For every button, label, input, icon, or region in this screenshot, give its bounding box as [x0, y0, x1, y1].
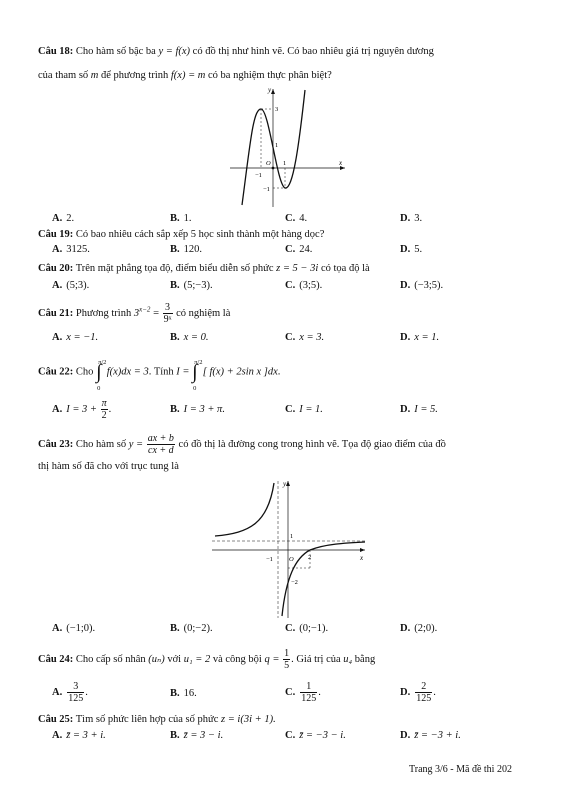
q18-line2: [38, 70, 332, 81]
q25-option-c[interactable]: C. z̄ = −3 − i.: [285, 730, 346, 741]
q19-option-d[interactable]: D. 5.: [400, 244, 423, 255]
y-label: y: [268, 86, 272, 94]
q20-option-d[interactable]: D. (−3;5).: [400, 280, 444, 291]
q21-stem: Câu 21: Phương trình $3^{x-2}$ = $\frac{3}{\text{9ˣ}}$ có nghiệm là: [38, 302, 231, 325]
q22-option-c[interactable]: C. I = 1.: [285, 404, 323, 415]
q25-option-a[interactable]: A. z̄ = 3 + i.: [52, 730, 106, 741]
q18-text: của tham số: [38, 70, 89, 81]
q20-expr: z = 5 − 3i: [276, 263, 319, 274]
q20-stem: [38, 263, 370, 274]
q23-text: Cho hàm số: [75, 438, 127, 450]
integral-symbol-2: ∫ π/2 0: [192, 359, 203, 392]
q18-label: Câu 18:: [38, 46, 74, 57]
q24-option-b[interactable]: B. 16.: [170, 688, 197, 699]
q25-stem: Câu 25: Tìm số phức liên hợp của số phức z = i(3i + 1).: [38, 714, 276, 725]
q22-text: . Tính: [148, 366, 174, 378]
tick-minus1-y: −1: [263, 186, 270, 193]
q18-text: có ba nghiệm thực phân biệt?: [208, 70, 332, 81]
q23-stem: Câu 23: Cho hàm số y = $\frac{ax + b}{cx + d}$ có đồ thị là đường cong trong hình vẽ. Tọa độ giao điểm của đồ: [38, 433, 446, 456]
q18-option-b[interactable]: B. 1.: [170, 213, 192, 224]
q24-label: Câu 24:: [38, 653, 74, 665]
tick-1: 1: [290, 533, 294, 540]
y-axis-arrow: [271, 89, 275, 94]
y-axis-arrow: [286, 481, 290, 486]
q23-option-a[interactable]: A. (−1;0).: [52, 623, 96, 634]
q23-label: Câu 23:: [38, 438, 74, 450]
q21-text: có nghiệm là: [176, 307, 231, 319]
integral-symbol-1: ∫ π/2 0: [96, 359, 107, 392]
q23-option-b[interactable]: B. (0;−2).: [170, 623, 213, 634]
q25-option-b[interactable]: B. z̄ = 3 − i.: [170, 730, 224, 741]
q21-base: 3: [133, 307, 140, 319]
q20-label: Câu 20:: [38, 263, 74, 274]
q18-option-d[interactable]: D. 3.: [400, 213, 423, 224]
q22-option-a[interactable]: A. I = 3 + $\frac{\pi}{2}$ .: [52, 398, 112, 421]
q21-text: Phương trình: [75, 307, 132, 319]
q18-option-c[interactable]: C. 4.: [285, 213, 308, 224]
tick-2: 2: [308, 554, 312, 561]
q19-option-b[interactable]: B. 120.: [170, 244, 203, 255]
q21-option-c[interactable]: C. x = 3.: [285, 332, 325, 343]
x-label: x: [360, 554, 364, 562]
q21-fraction: $\frac{3}{\text{9ˣ}}$: [163, 302, 172, 325]
q23-text: thị hàm số đã cho với trục tung là: [38, 461, 179, 472]
q21-option-d[interactable]: D. x = 1.: [400, 332, 440, 343]
q18-func: y = f(x): [158, 46, 191, 57]
q18-option-a[interactable]: A. 2.: [52, 213, 75, 224]
q18-param: m: [90, 70, 99, 81]
q18-line1: [38, 46, 434, 57]
y-label: y: [283, 480, 287, 488]
origin-label: O: [289, 556, 294, 563]
q20-option-c[interactable]: C. (3;5).: [285, 280, 323, 291]
page-footer: Trang 3/6 - Mã đề thi 202: [409, 764, 512, 775]
q23-text: có đồ thị là đường cong trong hình vẽ. Tọa độ giao điểm của đồ: [178, 438, 446, 450]
q22-text: Cho: [75, 366, 94, 378]
x-label: x: [339, 159, 343, 167]
q22-option-b[interactable]: B. I = 3 + π.: [170, 404, 225, 415]
origin-label: O: [266, 160, 271, 167]
tick-minus2: −2: [291, 579, 298, 586]
q24-option-d[interactable]: D. $\frac{2}{125}$ .: [400, 681, 436, 704]
q25-label: Câu 25:: [38, 714, 74, 725]
q21-option-b[interactable]: B. x = 0.: [170, 332, 209, 343]
q23-fraction: $\frac{ax + b}{cx + d}$: [147, 433, 174, 456]
q19-text: Có bao nhiêu cách sắp xếp 5 học sinh thành một hàng dọc?: [75, 229, 325, 240]
q22-lhs: I =: [176, 366, 190, 378]
q24-u1: u₁ = 2: [183, 653, 211, 665]
tick-1: 1: [275, 142, 279, 149]
q23-option-d[interactable]: D. (2;0).: [400, 623, 438, 634]
q18-graph: [225, 85, 350, 210]
q20-text: có tọa độ là: [320, 263, 370, 274]
q22-integral-2: [ f(x) + 2sin x ]dx: [202, 366, 278, 378]
q20-option-b[interactable]: B. (5;−3).: [170, 280, 213, 291]
q20-text: Trên mặt phẳng tọa độ, điểm biểu diễn số phức: [75, 263, 274, 274]
q18-text: để phương trình: [101, 70, 169, 81]
q23-line2: [38, 461, 179, 472]
q24-option-a[interactable]: A. $\frac{3}{125}$ .: [52, 681, 88, 704]
hyperbola-left-branch: [215, 483, 274, 536]
q19-stem: [38, 229, 324, 240]
tick-minus1: −1: [266, 556, 273, 563]
q19-label: Câu 19:: [38, 229, 74, 240]
q22-label: Câu 22:: [38, 366, 74, 378]
x-axis-arrow: [360, 548, 365, 552]
q23-option-c[interactable]: C. (0;−1).: [285, 623, 329, 634]
q24-option-c[interactable]: C. $\frac{1}{125}$ .: [285, 681, 321, 704]
q21-exponent: x−2: [139, 305, 151, 314]
q25-expr: z = i(3i + 1).: [220, 714, 276, 725]
tick-1-x: 1: [283, 160, 287, 167]
q18-equation: f(x) = m: [170, 70, 206, 81]
q21-option-a[interactable]: A. x = −1.: [52, 332, 99, 343]
q22-integral-1: f(x)dx = 3: [106, 366, 149, 378]
q22-option-d[interactable]: D. I = 5.: [400, 404, 438, 415]
tick-3: 3: [275, 106, 279, 113]
tick-minus1-x: −1: [255, 172, 262, 179]
q23-graph: [210, 478, 370, 620]
q24-u4: u₄: [343, 653, 353, 665]
q24-sequence: (uₙ): [148, 653, 165, 665]
q19-option-c[interactable]: C. 24.: [285, 244, 313, 255]
q25-option-d[interactable]: D. z̄ = −3 + i.: [400, 730, 461, 741]
q22-stem: Câu 22: Cho ∫ π/2 0 f(x)dx = 3. Tính I = ∫ π/2 0 [ f(x) + 2sin x ]dx.: [38, 359, 281, 392]
q19-option-a[interactable]: A. 3125.: [52, 244, 90, 255]
q18-text: Cho hàm số bậc ba: [75, 46, 156, 57]
q18-text: có đồ thị như hình vẽ. Có bao nhiêu giá trị nguyên dương: [192, 46, 434, 57]
q20-option-a[interactable]: A. (5;3).: [52, 280, 90, 291]
q21-label: Câu 21:: [38, 307, 74, 319]
q24-stem: Câu 24: Cho cấp số nhân (uₙ) với u₁ = 2 và công bội q = $\frac{1}{5}$ . Giá trị của u₄ bằng: [38, 648, 376, 671]
